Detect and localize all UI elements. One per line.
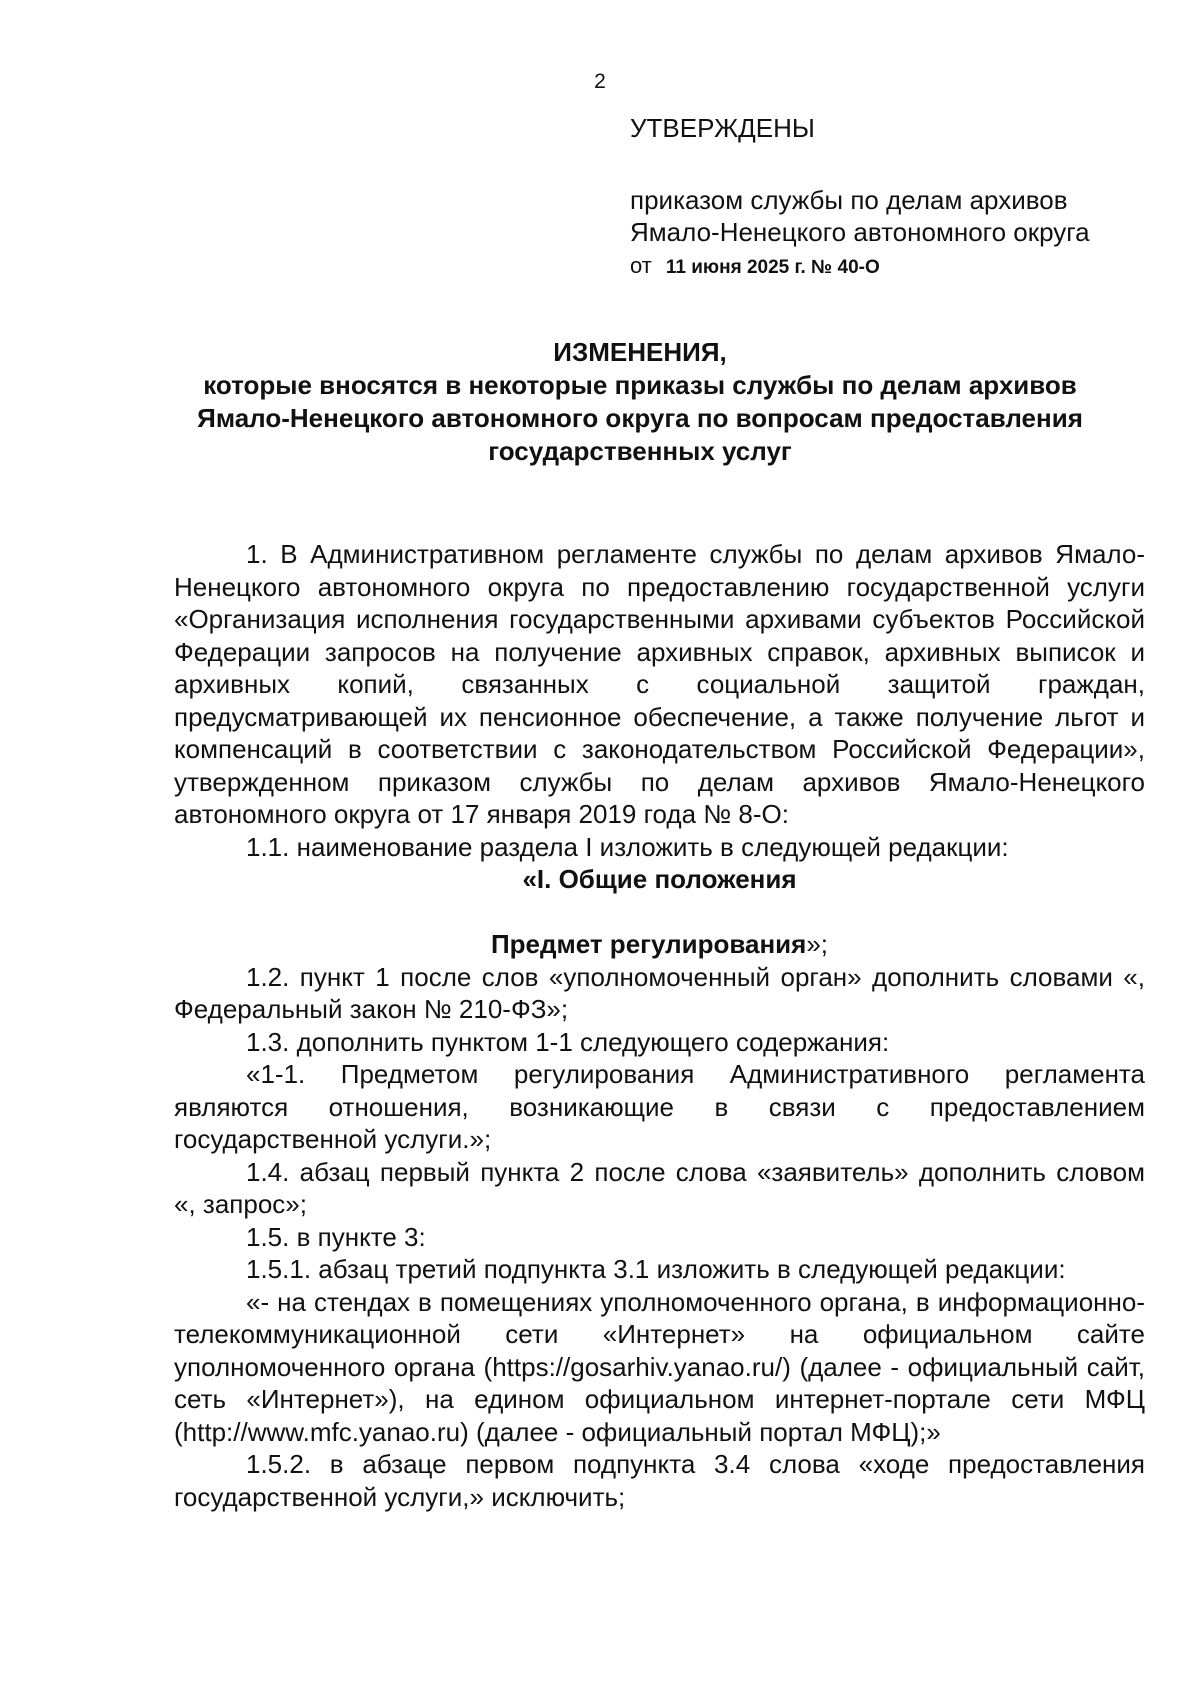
approval-line-2: Ямало-Ненецкого автономного округа	[630, 217, 1090, 247]
subject-heading	[174, 928, 1145, 961]
paragraph-1-5-1-quote: «- на стендах в помещениях уполномоченного органа, в информационно-телекоммуникационной сети «Интернет» на официальном сайте уполномоченного органа (https://gosarhiv.yanao.ru/) (далее - официальный сайт, сеть «Интернет»), на едином официальном интернет-портале сети МФЦ (http://www.mfc.yanao.ru) (далее - официальный портал МФЦ);»	[174, 1286, 1145, 1447]
document-body	[174, 538, 1145, 1513]
approval-title: УТВЕРЖДЕНЫ	[630, 113, 815, 143]
document-title-line-3: Ямало-Ненецкого автономного округа по вопросам предоставления	[197, 403, 1083, 433]
approval-date-prefix: от	[630, 253, 652, 278]
paragraph-1-2: 1.2. пункт 1 после слов «уполномоченный орган» дополнить словами «, Федеральный закон № 210-ФЗ»;	[174, 961, 1145, 1024]
paragraph-1-5-2: 1.5.2. в абзаце первом подпункта 3.4 слова «ходе предоставления государственной услуги,» исключить;	[174, 1449, 1145, 1512]
approval-date-value: 11 июня 2025 г. № 40-О	[665, 257, 880, 278]
document-title-line-2: которые вносятся в некоторые приказы службы по делам архивов	[203, 370, 1077, 400]
page-number: 2	[594, 70, 606, 93]
document-title-line-4: государственных услуг	[488, 436, 792, 466]
document-title-line-1: ИЗМЕНЕНИЯ,	[553, 337, 727, 367]
paragraph-1: 1. В Административном регламенте службы по делам архивов Ямало-Ненецкого автономного округа по предоставлению государственной услуги «Организация исполнения государственными архивами субъектов Российской Федерации запросов на получение архивных справок, архивных выписок и архивных копий, связанных с социальной защитой граждан, предусматривающей их пенсионное обеспечение, а также получение льгот и компенсаций в соответствии с законодательством Российской Федерации», утвержденном приказом службы по делам архивов Ямало-Ненецкого автономного округа от 17 января 2019 года № 8-О:	[174, 539, 1145, 829]
section-heading: «I. Общие положения	[522, 864, 797, 894]
approval-block	[630, 112, 1170, 284]
approval-date-line	[630, 250, 1170, 284]
paragraph-1-5: 1.5. в пункте 3:	[246, 1221, 426, 1252]
paragraph-1-3: 1.3. дополнить пунктом 1-1 следующего содержания:	[246, 1026, 890, 1057]
subject-heading-tail: »;	[806, 929, 829, 959]
paragraph-1-5-1: 1.5.1. абзац третий подпункта 3.1 изложить в следующей редакции:	[246, 1254, 1066, 1284]
paragraph-1-1: 1.1. наименование раздела I изложить в следующей редакции:	[246, 831, 1009, 862]
document-title	[120, 336, 1160, 468]
approval-line-1: приказом службы по делам архивов	[630, 185, 1068, 215]
paragraph-1-3-quote: «1-1. Предметом регулирования Административного регламента являются отношения, возникающие в связи с предоставлением государственной услуги.»;	[174, 1059, 1145, 1154]
paragraph-1-4: 1.4. абзац первый пункта 2 после слова «заявитель» дополнить словом «, запрос»;	[174, 1156, 1145, 1219]
subject-heading-bold: Предмет регулирования	[490, 929, 807, 959]
blank-line	[174, 896, 1145, 929]
